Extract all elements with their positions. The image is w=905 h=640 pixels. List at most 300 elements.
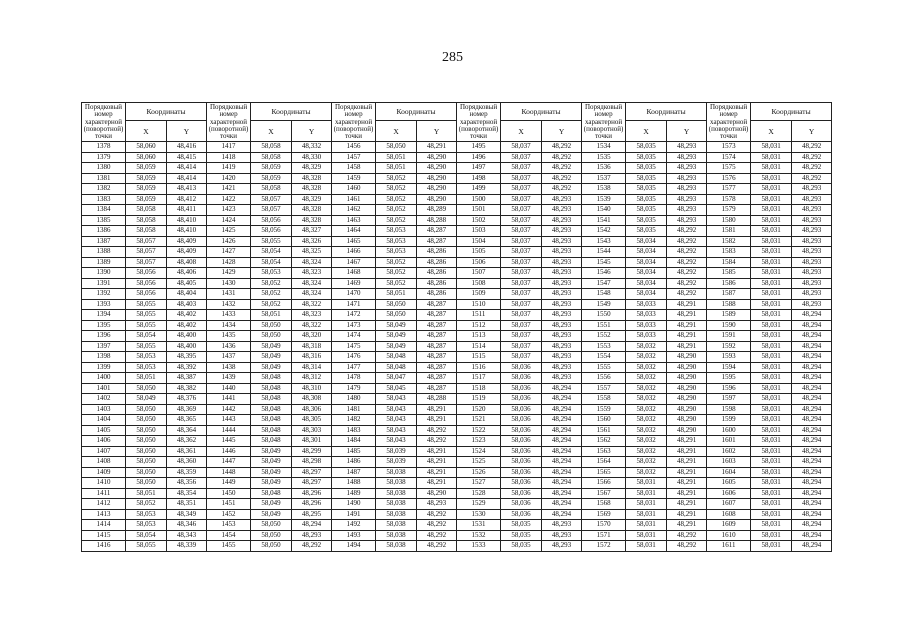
table-row [82,373,832,384]
x-coordinate-cell: 58,031 [751,541,792,552]
table-row [82,268,832,279]
point-number-cell: 1502 [457,215,501,226]
header-coordinates: Координаты [501,103,582,121]
y-coordinate-cell: 48,291 [667,520,707,531]
y-coordinate-cell: 48,318 [292,341,332,352]
x-coordinate-cell: 58,051 [376,289,417,300]
y-coordinate-cell: 48,293 [667,142,707,153]
point-number-cell: 1594 [707,362,751,373]
table-row [82,257,832,268]
y-coordinate-cell: 48,296 [292,499,332,510]
point-number-cell: 1431 [207,289,251,300]
x-coordinate-cell: 58,034 [626,257,667,268]
point-number-cell: 1400 [82,373,126,384]
point-number-cell: 1547 [582,278,626,289]
y-coordinate-cell: 48,291 [417,404,457,415]
x-coordinate-cell: 58,037 [501,268,542,279]
point-number-cell: 1566 [582,478,626,489]
point-number-cell: 1597 [707,394,751,405]
x-coordinate-cell: 58,056 [126,278,167,289]
point-number-cell: 1452 [207,509,251,520]
y-coordinate-cell: 48,376 [167,394,207,405]
x-coordinate-cell: 58,031 [751,478,792,489]
y-coordinate-cell: 48,332 [292,142,332,153]
y-coordinate-cell: 48,293 [542,320,582,331]
y-coordinate-cell: 48,293 [792,215,832,226]
header-point-number: Порядковый номер характерной (поворотной) точки [457,103,501,142]
point-number-cell: 1580 [707,215,751,226]
point-number-cell: 1561 [582,425,626,436]
x-coordinate-cell: 58,031 [751,362,792,373]
x-coordinate-cell: 58,037 [501,299,542,310]
y-coordinate-cell: 48,293 [542,205,582,216]
table-row [82,226,832,237]
y-coordinate-cell: 48,293 [792,247,832,258]
point-number-cell: 1382 [82,184,126,195]
x-coordinate-cell: 58,031 [751,499,792,510]
y-coordinate-cell: 48,292 [542,142,582,153]
y-coordinate-cell: 48,292 [417,509,457,520]
point-number-cell: 1554 [582,352,626,363]
x-coordinate-cell: 58,058 [126,215,167,226]
x-coordinate-cell: 58,035 [501,541,542,552]
y-coordinate-cell: 48,293 [542,299,582,310]
x-coordinate-cell: 58,058 [251,142,292,153]
y-coordinate-cell: 48,292 [542,173,582,184]
y-coordinate-cell: 48,294 [792,404,832,415]
y-coordinate-cell: 48,297 [292,478,332,489]
point-number-cell: 1459 [332,173,376,184]
x-coordinate-cell: 58,049 [376,320,417,331]
table-row [82,362,832,373]
point-number-cell: 1415 [82,530,126,541]
y-coordinate-cell: 48,290 [417,152,457,163]
y-coordinate-cell: 48,410 [167,215,207,226]
table-row [82,163,832,174]
y-coordinate-cell: 48,294 [792,509,832,520]
x-coordinate-cell: 58,052 [376,205,417,216]
y-coordinate-cell: 48,314 [292,362,332,373]
header-point-number: Порядковый номер характерной (поворотной) точки [332,103,376,142]
x-coordinate-cell: 58,031 [751,310,792,321]
x-coordinate-cell: 58,031 [751,247,792,258]
x-coordinate-cell: 58,052 [251,299,292,310]
y-coordinate-cell: 48,291 [417,415,457,426]
header-y: Y [667,121,707,142]
y-coordinate-cell: 48,292 [417,541,457,552]
x-coordinate-cell: 58,039 [376,457,417,468]
point-number-cell: 1486 [332,457,376,468]
point-number-cell: 1515 [457,352,501,363]
y-coordinate-cell: 48,293 [292,530,332,541]
y-coordinate-cell: 48,299 [292,446,332,457]
x-coordinate-cell: 58,050 [126,404,167,415]
y-coordinate-cell: 48,293 [792,236,832,247]
y-coordinate-cell: 48,292 [417,425,457,436]
x-coordinate-cell: 58,036 [501,499,542,510]
point-number-cell: 1416 [82,541,126,552]
y-coordinate-cell: 48,292 [792,163,832,174]
y-coordinate-cell: 48,290 [667,362,707,373]
x-coordinate-cell: 58,031 [751,215,792,226]
point-number-cell: 1470 [332,289,376,300]
x-coordinate-cell: 58,048 [251,404,292,415]
x-coordinate-cell: 58,059 [251,163,292,174]
y-coordinate-cell: 48,293 [542,289,582,300]
y-coordinate-cell: 48,291 [667,299,707,310]
y-coordinate-cell: 48,291 [417,457,457,468]
x-coordinate-cell: 58,031 [751,530,792,541]
point-number-cell: 1538 [582,184,626,195]
table-row [82,446,832,457]
x-coordinate-cell: 58,036 [501,488,542,499]
x-coordinate-cell: 58,050 [126,383,167,394]
x-coordinate-cell: 58,052 [126,499,167,510]
x-coordinate-cell: 58,060 [126,142,167,153]
x-coordinate-cell: 58,052 [251,278,292,289]
x-coordinate-cell: 58,049 [251,467,292,478]
header-coordinates: Координаты [626,103,707,121]
y-coordinate-cell: 48,287 [417,331,457,342]
point-number-cell: 1507 [457,268,501,279]
point-number-cell: 1457 [332,152,376,163]
table-row [82,310,832,321]
y-coordinate-cell: 48,291 [667,320,707,331]
y-coordinate-cell: 48,316 [292,352,332,363]
y-coordinate-cell: 48,293 [792,278,832,289]
x-coordinate-cell: 58,049 [251,341,292,352]
y-coordinate-cell: 48,293 [542,530,582,541]
point-number-cell: 1383 [82,194,126,205]
x-coordinate-cell: 58,055 [126,320,167,331]
x-coordinate-cell: 58,056 [126,289,167,300]
header-coordinates: Координаты [376,103,457,121]
y-coordinate-cell: 48,294 [792,341,832,352]
point-number-cell: 1425 [207,226,251,237]
point-number-cell: 1390 [82,268,126,279]
point-number-cell: 1478 [332,373,376,384]
x-coordinate-cell: 58,043 [376,425,417,436]
y-coordinate-cell: 48,387 [167,373,207,384]
point-number-cell: 1468 [332,268,376,279]
y-coordinate-cell: 48,287 [417,352,457,363]
x-coordinate-cell: 58,049 [376,331,417,342]
point-number-cell: 1506 [457,257,501,268]
y-coordinate-cell: 48,292 [542,184,582,195]
x-coordinate-cell: 58,052 [376,194,417,205]
y-coordinate-cell: 48,298 [292,457,332,468]
point-number-cell: 1488 [332,478,376,489]
table-row [82,142,832,153]
x-coordinate-cell: 58,048 [251,436,292,447]
point-number-cell: 1505 [457,247,501,258]
x-coordinate-cell: 58,031 [626,478,667,489]
x-coordinate-cell: 58,032 [626,457,667,468]
point-number-cell: 1398 [82,352,126,363]
y-coordinate-cell: 48,410 [167,226,207,237]
x-coordinate-cell: 58,031 [626,530,667,541]
point-number-cell: 1520 [457,404,501,415]
point-number-cell: 1575 [707,163,751,174]
point-number-cell: 1379 [82,152,126,163]
point-number-cell: 1436 [207,341,251,352]
x-coordinate-cell: 58,053 [376,226,417,237]
table-row [82,394,832,405]
x-coordinate-cell: 58,055 [126,299,167,310]
point-number-cell: 1587 [707,289,751,300]
y-coordinate-cell: 48,402 [167,320,207,331]
point-number-cell: 1396 [82,331,126,342]
y-coordinate-cell: 48,291 [667,467,707,478]
y-coordinate-cell: 48,294 [792,373,832,384]
x-coordinate-cell: 58,031 [751,520,792,531]
x-coordinate-cell: 58,050 [126,446,167,457]
y-coordinate-cell: 48,286 [417,289,457,300]
x-coordinate-cell: 58,050 [251,520,292,531]
x-coordinate-cell: 58,031 [626,541,667,552]
point-number-cell: 1606 [707,488,751,499]
x-coordinate-cell: 58,050 [376,142,417,153]
y-coordinate-cell: 48,294 [792,320,832,331]
table-body [82,142,832,552]
x-coordinate-cell: 58,051 [376,163,417,174]
x-coordinate-cell: 58,035 [626,152,667,163]
x-coordinate-cell: 58,059 [251,173,292,184]
y-coordinate-cell: 48,288 [417,215,457,226]
point-number-cell: 1477 [332,362,376,373]
point-number-cell: 1541 [582,215,626,226]
point-number-cell: 1420 [207,173,251,184]
point-number-cell: 1473 [332,320,376,331]
x-coordinate-cell: 58,037 [501,184,542,195]
y-coordinate-cell: 48,287 [417,310,457,321]
y-coordinate-cell: 48,409 [167,247,207,258]
point-number-cell: 1579 [707,205,751,216]
x-coordinate-cell: 58,050 [126,467,167,478]
table-row [82,541,832,552]
point-number-cell: 1413 [82,509,126,520]
x-coordinate-cell: 58,036 [501,509,542,520]
point-number-cell: 1414 [82,520,126,531]
point-number-cell: 1433 [207,310,251,321]
point-number-cell: 1512 [457,320,501,331]
y-coordinate-cell: 48,312 [292,373,332,384]
y-coordinate-cell: 48,294 [542,499,582,510]
point-number-cell: 1607 [707,499,751,510]
header-y: Y [167,121,207,142]
y-coordinate-cell: 48,294 [542,425,582,436]
y-coordinate-cell: 48,286 [417,247,457,258]
y-coordinate-cell: 48,413 [167,184,207,195]
x-coordinate-cell: 58,056 [251,215,292,226]
table-row [82,467,832,478]
x-coordinate-cell: 58,052 [376,268,417,279]
x-coordinate-cell: 58,055 [126,541,167,552]
table-row [82,436,832,447]
point-number-cell: 1472 [332,310,376,321]
y-coordinate-cell: 48,291 [667,499,707,510]
point-number-cell: 1481 [332,404,376,415]
point-number-cell: 1449 [207,478,251,489]
point-number-cell: 1439 [207,373,251,384]
point-number-cell: 1545 [582,257,626,268]
y-coordinate-cell: 48,294 [792,530,832,541]
y-coordinate-cell: 48,294 [292,520,332,531]
table-row [82,236,832,247]
table-row [82,509,832,520]
table-row [82,194,832,205]
point-number-cell: 1387 [82,236,126,247]
point-number-cell: 1516 [457,362,501,373]
point-number-cell: 1595 [707,373,751,384]
x-coordinate-cell: 58,048 [251,373,292,384]
point-number-cell: 1462 [332,205,376,216]
y-coordinate-cell: 48,414 [167,163,207,174]
point-number-cell: 1441 [207,394,251,405]
x-coordinate-cell: 58,036 [501,383,542,394]
y-coordinate-cell: 48,287 [417,299,457,310]
y-coordinate-cell: 48,294 [542,457,582,468]
y-coordinate-cell: 48,361 [167,446,207,457]
x-coordinate-cell: 58,039 [376,446,417,457]
y-coordinate-cell: 48,351 [167,499,207,510]
y-coordinate-cell: 48,291 [667,478,707,489]
x-coordinate-cell: 58,034 [626,247,667,258]
point-number-cell: 1523 [457,436,501,447]
y-coordinate-cell: 48,290 [667,425,707,436]
point-number-cell: 1404 [82,415,126,426]
point-number-cell: 1532 [457,530,501,541]
y-coordinate-cell: 48,292 [792,173,832,184]
y-coordinate-cell: 48,291 [667,457,707,468]
x-coordinate-cell: 58,043 [376,415,417,426]
x-coordinate-cell: 58,057 [126,257,167,268]
x-coordinate-cell: 58,031 [751,299,792,310]
point-number-cell: 1432 [207,299,251,310]
point-number-cell: 1386 [82,226,126,237]
x-coordinate-cell: 58,035 [626,142,667,153]
x-coordinate-cell: 58,049 [376,341,417,352]
y-coordinate-cell: 48,294 [792,457,832,468]
point-number-cell: 1442 [207,404,251,415]
point-number-cell: 1438 [207,362,251,373]
y-coordinate-cell: 48,293 [792,289,832,300]
x-coordinate-cell: 58,031 [626,488,667,499]
y-coordinate-cell: 48,293 [542,247,582,258]
point-number-cell: 1562 [582,436,626,447]
point-number-cell: 1475 [332,341,376,352]
x-coordinate-cell: 58,038 [376,509,417,520]
point-number-cell: 1574 [707,152,751,163]
point-number-cell: 1577 [707,184,751,195]
x-coordinate-cell: 58,031 [751,436,792,447]
point-number-cell: 1522 [457,425,501,436]
point-number-cell: 1508 [457,278,501,289]
x-coordinate-cell: 58,031 [751,289,792,300]
y-coordinate-cell: 48,287 [417,236,457,247]
point-number-cell: 1426 [207,236,251,247]
y-coordinate-cell: 48,294 [792,467,832,478]
point-number-cell: 1544 [582,247,626,258]
point-number-cell: 1402 [82,394,126,405]
x-coordinate-cell: 58,050 [251,331,292,342]
table-row [82,488,832,499]
x-coordinate-cell: 58,037 [501,257,542,268]
y-coordinate-cell: 48,412 [167,194,207,205]
y-coordinate-cell: 48,290 [417,163,457,174]
y-coordinate-cell: 48,328 [292,205,332,216]
point-number-cell: 1437 [207,352,251,363]
point-number-cell: 1572 [582,541,626,552]
point-number-cell: 1510 [457,299,501,310]
x-coordinate-cell: 58,037 [501,173,542,184]
table-row [82,278,832,289]
x-coordinate-cell: 58,031 [751,352,792,363]
point-number-cell: 1584 [707,257,751,268]
x-coordinate-cell: 58,035 [626,215,667,226]
point-number-cell: 1429 [207,268,251,279]
y-coordinate-cell: 48,293 [667,184,707,195]
x-coordinate-cell: 58,036 [501,362,542,373]
point-number-cell: 1585 [707,268,751,279]
table-row [82,247,832,258]
x-coordinate-cell: 58,031 [751,425,792,436]
y-coordinate-cell: 48,293 [542,352,582,363]
point-number-cell: 1427 [207,247,251,258]
y-coordinate-cell: 48,294 [792,352,832,363]
point-number-cell: 1504 [457,236,501,247]
y-coordinate-cell: 48,294 [792,383,832,394]
x-coordinate-cell: 58,031 [751,331,792,342]
table-header [82,103,832,142]
x-coordinate-cell: 58,035 [501,520,542,531]
y-coordinate-cell: 48,292 [667,541,707,552]
x-coordinate-cell: 58,037 [501,320,542,331]
x-coordinate-cell: 58,050 [126,457,167,468]
x-coordinate-cell: 58,056 [126,268,167,279]
table-row [82,530,832,541]
x-coordinate-cell: 58,033 [626,299,667,310]
x-coordinate-cell: 58,037 [501,331,542,342]
point-number-cell: 1460 [332,184,376,195]
y-coordinate-cell: 48,293 [542,520,582,531]
point-number-cell: 1422 [207,194,251,205]
x-coordinate-cell: 58,033 [626,310,667,321]
y-coordinate-cell: 48,290 [417,488,457,499]
point-number-cell: 1521 [457,415,501,426]
x-coordinate-cell: 58,031 [751,446,792,457]
y-coordinate-cell: 48,287 [417,362,457,373]
point-number-cell: 1563 [582,446,626,457]
point-number-cell: 1417 [207,142,251,153]
y-coordinate-cell: 48,294 [542,446,582,457]
x-coordinate-cell: 58,032 [626,341,667,352]
header-x: X [376,121,417,142]
y-coordinate-cell: 48,364 [167,425,207,436]
y-coordinate-cell: 48,414 [167,173,207,184]
header-point-number: Порядковый номер характерной (поворотной) точки [207,103,251,142]
point-number-cell: 1469 [332,278,376,289]
point-number-cell: 1514 [457,341,501,352]
x-coordinate-cell: 58,058 [251,184,292,195]
point-number-cell: 1385 [82,215,126,226]
x-coordinate-cell: 58,059 [126,163,167,174]
point-number-cell: 1421 [207,184,251,195]
y-coordinate-cell: 48,286 [417,278,457,289]
x-coordinate-cell: 58,036 [501,467,542,478]
y-coordinate-cell: 48,293 [667,205,707,216]
point-number-cell: 1551 [582,320,626,331]
